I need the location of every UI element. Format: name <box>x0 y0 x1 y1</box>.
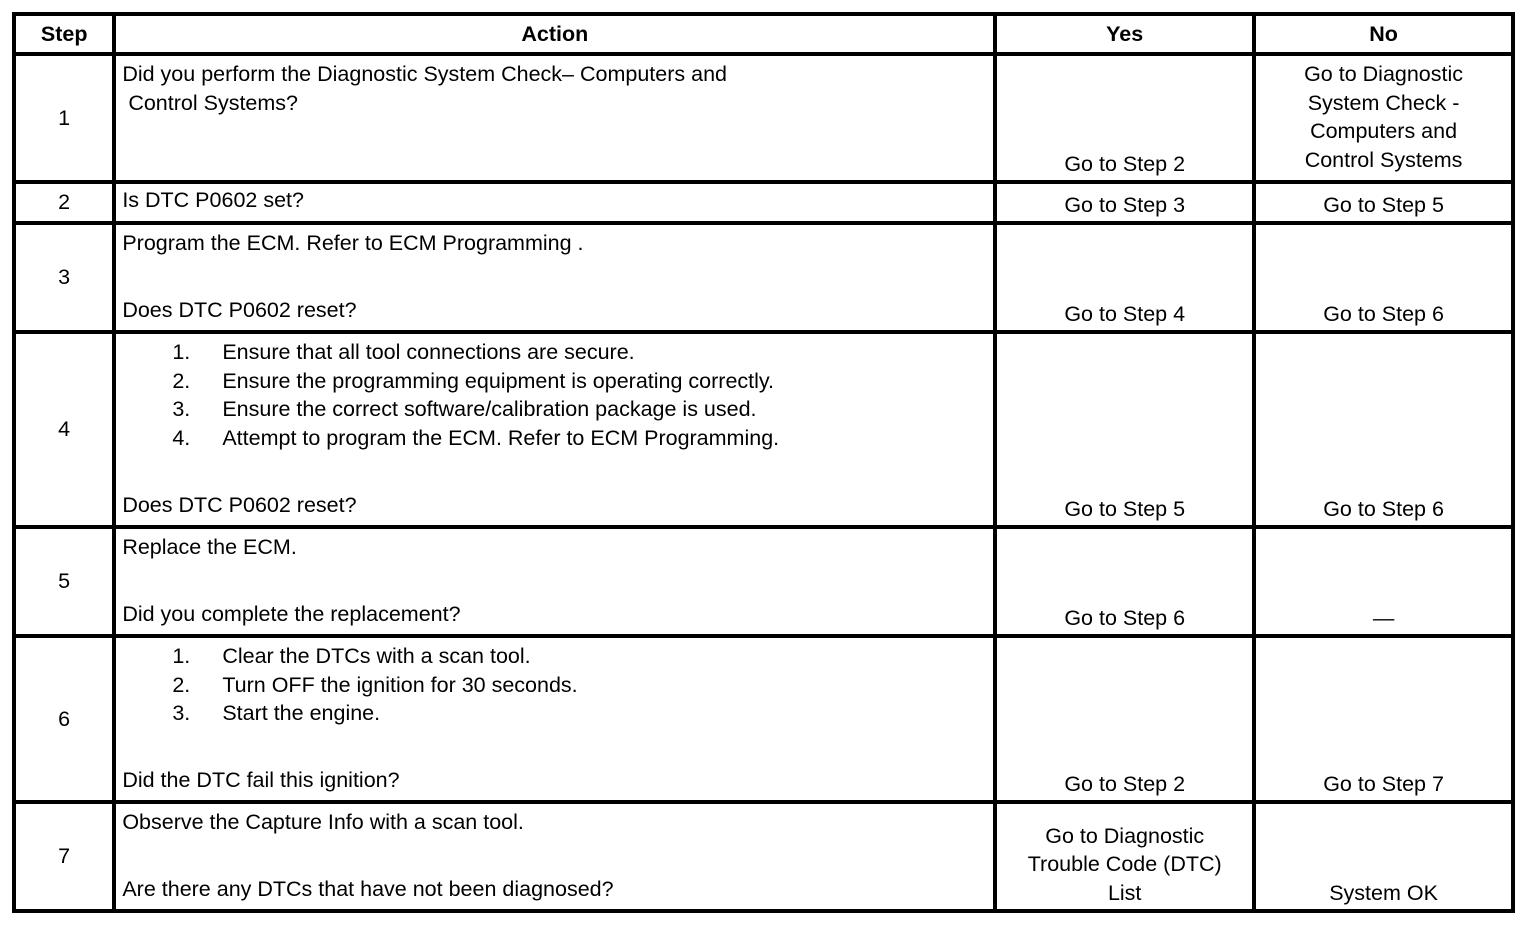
step-number: 5 <box>14 527 114 636</box>
action-question: Did the DTC fail this ignition? <box>122 768 400 792</box>
yes-result: Go to Step 4 <box>995 223 1254 332</box>
no-result-line: System Check - <box>1307 90 1460 115</box>
yes-result: Go to Step 2 <box>995 54 1254 182</box>
step-number: 3 <box>14 223 114 332</box>
action-cell <box>114 802 995 911</box>
list-number: 4. <box>172 425 191 450</box>
table-row <box>14 182 1513 223</box>
list-item <box>122 338 987 367</box>
procedure-list <box>122 338 987 491</box>
no-result: Go to Step 6 <box>1254 223 1513 332</box>
action-cell <box>114 527 995 636</box>
step-number: 4 <box>14 332 114 527</box>
no-result: Go to Step 7 <box>1254 636 1513 802</box>
action-question: Does DTC P0602 reset? <box>122 298 357 322</box>
list-text: Clear the DTCs with a scan tool. <box>222 644 531 668</box>
list-text: Ensure that all tool connections are secure. <box>222 340 635 364</box>
list-number: 3. <box>172 701 191 725</box>
action-cell <box>114 54 995 182</box>
action-intro: Program the ECM. Refer to ECM Programming . <box>122 231 584 255</box>
list-item <box>122 699 987 728</box>
list-text: Ensure the correct software/calibration package is used. <box>222 397 757 421</box>
action-cell <box>114 636 995 802</box>
list-text: Attempt to program the ECM. Refer to ECM Programming. <box>222 425 780 450</box>
no-result: Go to Step 6 <box>1254 332 1513 527</box>
table-row <box>14 636 1513 802</box>
procedure-list <box>122 642 987 766</box>
action-cell <box>114 332 995 527</box>
list-number: 2. <box>172 368 191 393</box>
yes-result: Go to Step 5 <box>995 332 1254 527</box>
header-no: No <box>1254 14 1513 54</box>
no-result-line: Computers and <box>1310 119 1458 143</box>
header-step: Step <box>14 14 114 54</box>
list-text: Turn OFF the ignition for 30 seconds. <box>222 672 578 697</box>
list-number: 3. <box>172 397 191 421</box>
action-intro: Replace the ECM. <box>122 535 297 559</box>
yes-result-line: List <box>1107 880 1142 905</box>
action-question: Are there any DTCs that have not been diagnosed? <box>122 877 614 901</box>
list-text: Ensure the programming equipment is operating correctly. <box>222 368 775 393</box>
list-number: 1. <box>172 340 191 364</box>
header-yes: Yes <box>995 14 1254 54</box>
table-row <box>14 332 1513 527</box>
table-header <box>14 14 1513 54</box>
yes-result-line: Trouble Code (DTC) <box>1027 852 1222 876</box>
action-question: Does DTC P0602 reset? <box>122 493 357 517</box>
no-result <box>1254 54 1513 182</box>
table-row <box>14 802 1513 911</box>
yes-result: Go to Step 3 <box>995 182 1254 223</box>
header-row <box>14 14 1513 54</box>
table-row <box>14 54 1513 182</box>
yes-result <box>995 802 1254 911</box>
yes-result-line: Go to Diagnostic <box>1045 823 1205 848</box>
yes-result: Go to Step 2 <box>995 636 1254 802</box>
table-row <box>14 527 1513 636</box>
list-number: 2. <box>172 672 191 697</box>
no-result-line: Go to Diagnostic <box>1304 62 1464 86</box>
table-row <box>14 223 1513 332</box>
list-item <box>122 367 987 396</box>
list-item <box>122 424 987 453</box>
list-item <box>122 395 987 424</box>
header-action: Action <box>114 14 995 54</box>
no-result-line: Control Systems <box>1304 147 1463 172</box>
action-intro: Observe the Capture Info with a scan tool. <box>122 810 524 834</box>
action-cell <box>114 223 995 332</box>
table-body <box>14 54 1513 911</box>
list-item <box>122 642 987 671</box>
no-result: System OK <box>1254 802 1513 911</box>
action-question: Is DTC P0602 set? <box>114 182 995 223</box>
action-line: Did you perform the Diagnostic System Check– Computers and <box>122 62 727 86</box>
list-number: 1. <box>172 644 191 668</box>
yes-result: Go to Step 6 <box>995 527 1254 636</box>
step-number: 1 <box>14 54 114 182</box>
action-line: Control Systems? <box>128 90 298 115</box>
list-item <box>122 671 987 700</box>
no-result: — <box>1254 527 1513 636</box>
list-text: Start the engine. <box>222 701 381 725</box>
step-number: 6 <box>14 636 114 802</box>
action-question: Did you complete the replacement? <box>122 602 461 626</box>
diagnostic-table <box>12 12 1515 913</box>
step-number: 7 <box>14 802 114 911</box>
no-result: Go to Step 5 <box>1254 182 1513 223</box>
step-number: 2 <box>14 182 114 223</box>
